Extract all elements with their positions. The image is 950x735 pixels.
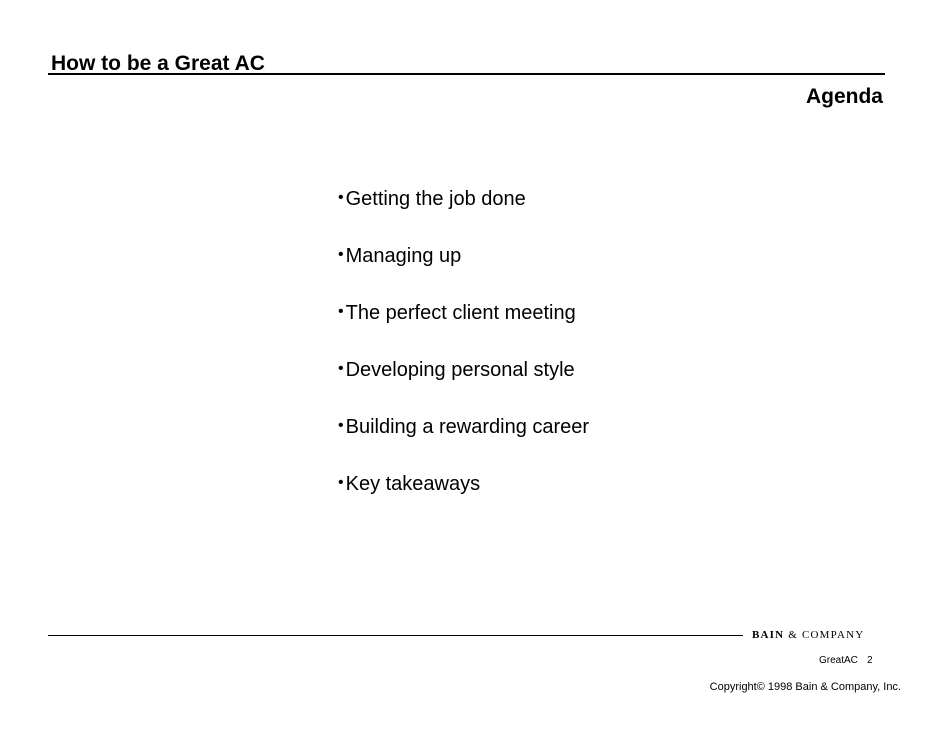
agenda-list [338,187,589,529]
agenda-item-label: Building a rewarding career [345,416,590,438]
bullet-icon: • [338,474,344,491]
agenda-item-personal-style [338,358,589,415]
agenda-item-label: Developing personal style [345,359,575,381]
agenda-item-key-takeaways [338,472,589,529]
slide-title: How to be a Great AC [51,52,265,75]
brand-logo-rest: & COMPANY [788,629,865,641]
bullet-icon: • [338,189,344,206]
agenda-item-label: The perfect client meeting [345,302,576,324]
bullet-icon: • [338,246,344,263]
section-title: Agenda [805,85,883,108]
agenda-item-managing-up [338,244,589,301]
copyright-notice: Copyright© 1998 Bain & Company, Inc. [709,681,901,693]
slide-id: GreatAC [819,655,858,666]
agenda-item-label: Getting the job done [345,188,526,210]
agenda-item-rewarding-career [338,415,589,472]
bullet-icon: • [338,417,344,434]
agenda-item-label: Managing up [345,245,462,267]
agenda-item-label: Key takeaways [345,473,481,495]
bullet-icon: • [338,360,344,377]
bullet-icon: • [338,303,344,320]
brand-logo-main: BAIN [752,629,785,641]
agenda-item-getting-job-done [338,187,589,244]
page-number: 2 [867,655,873,666]
title-divider [48,73,885,75]
agenda-item-client-meeting [338,301,589,358]
footer-divider [48,635,743,636]
brand-logo [752,628,864,642]
